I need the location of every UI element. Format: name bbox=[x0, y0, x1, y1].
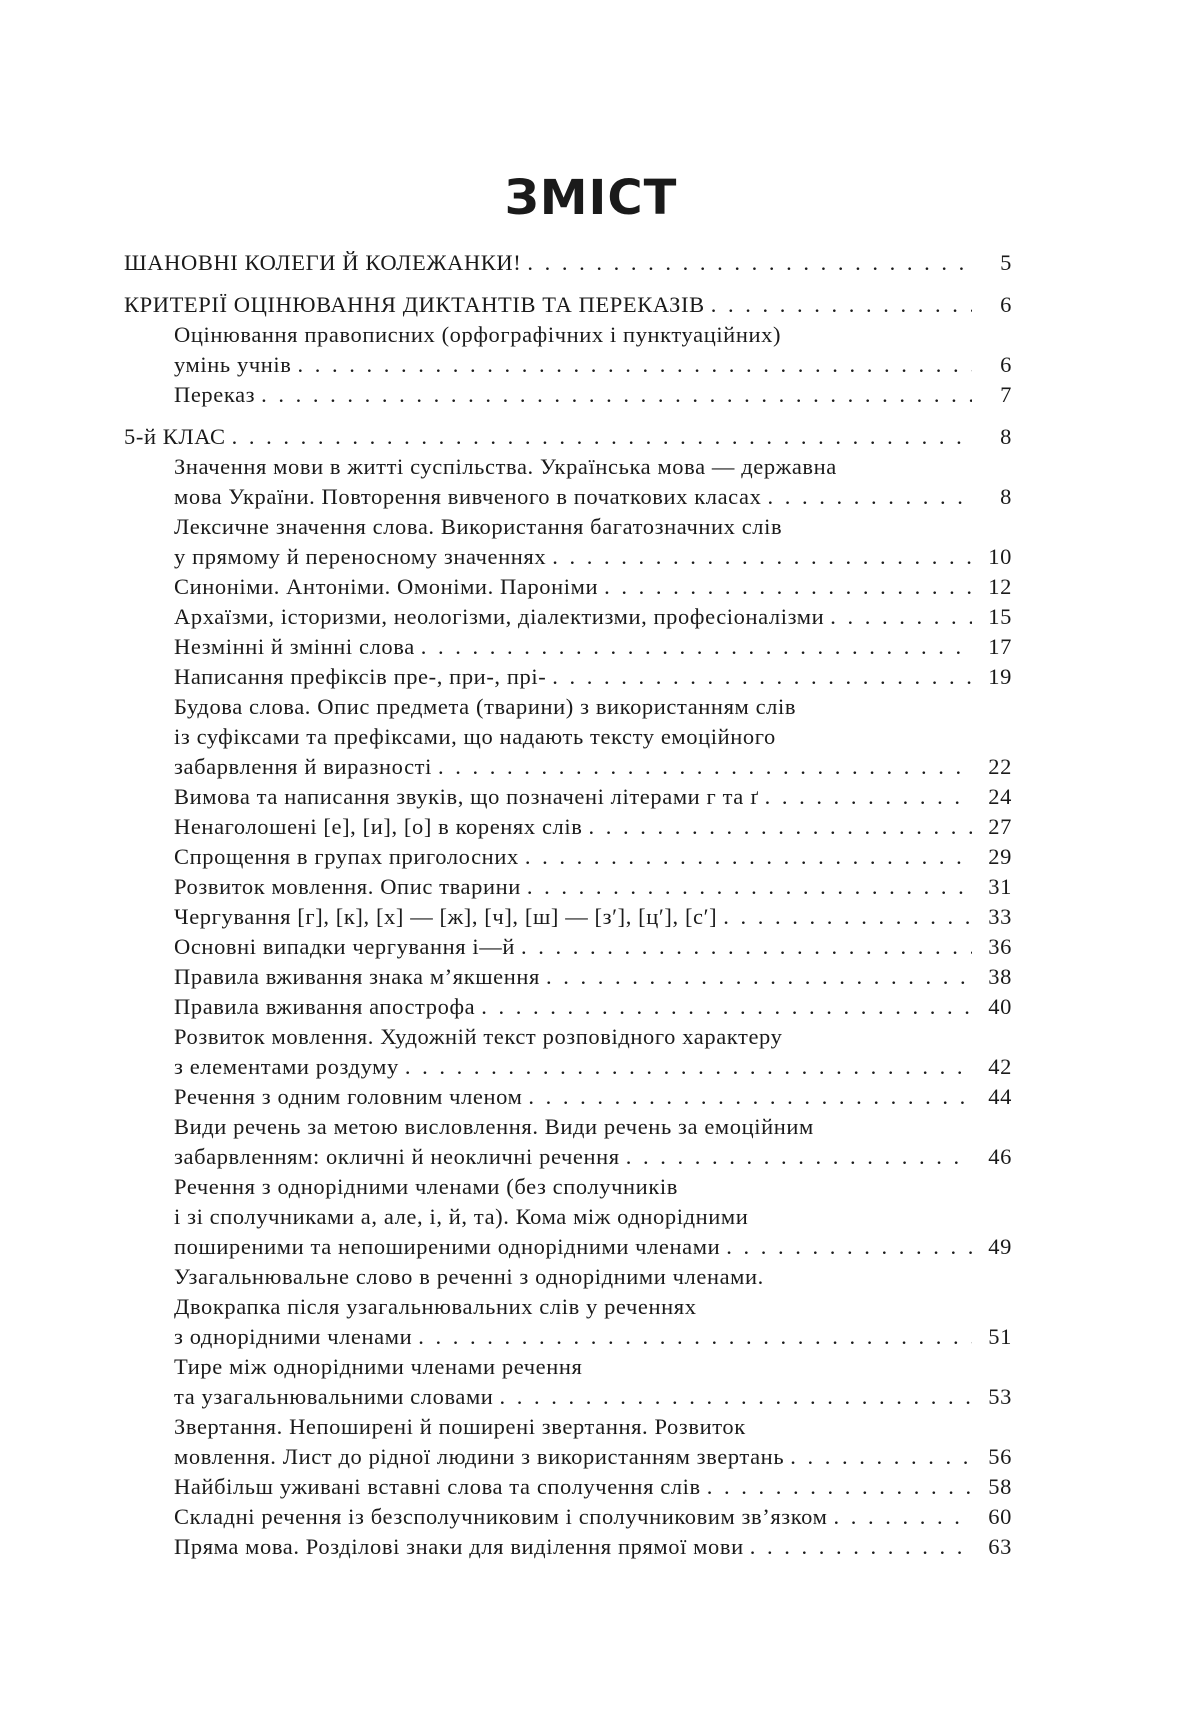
toc-entry-line: Звертання. Непоширені й поширені звертання. Розвиток bbox=[174, 1414, 746, 1439]
dot-leader bbox=[405, 1052, 972, 1082]
page-number: 44 bbox=[988, 1084, 1012, 1109]
toc-section-entry bbox=[124, 248, 1012, 278]
toc-entry bbox=[124, 842, 1012, 872]
dot-leader bbox=[726, 1232, 972, 1262]
dot-leader bbox=[527, 248, 972, 278]
toc-entry-title: Архаїзми, історизми, неологізми, діалектизми, професіоналізми bbox=[174, 604, 825, 629]
toc-section-entry bbox=[124, 422, 1012, 452]
toc-entry-title: Ненаголошені [е], [и], [о] в коренях слів bbox=[174, 814, 583, 839]
toc-entry bbox=[124, 380, 1012, 410]
toc-entry-title: та узагальнювальними словами bbox=[174, 1384, 494, 1409]
page-number: 63 bbox=[988, 1534, 1012, 1559]
toc-entry bbox=[124, 1412, 1012, 1472]
dot-leader bbox=[527, 872, 972, 902]
toc-entry bbox=[124, 1262, 1012, 1352]
page-number: 24 bbox=[988, 784, 1012, 809]
dot-leader bbox=[418, 1322, 972, 1352]
toc-entry-line: Лексичне значення слова. Використання багатозначних слів bbox=[174, 514, 783, 539]
toc-entry-title: мова України. Повторення вивченого в початкових класах bbox=[174, 484, 762, 509]
page-number: 51 bbox=[988, 1324, 1012, 1349]
toc-entry bbox=[124, 452, 1012, 512]
toc-entry bbox=[124, 1502, 1012, 1532]
toc-entry-title: забарвленням: окличні й неокличні речення bbox=[174, 1144, 620, 1169]
page-number: 31 bbox=[988, 874, 1012, 899]
toc-entry bbox=[124, 662, 1012, 692]
toc-entry-title: Переказ bbox=[174, 382, 256, 407]
page-title: ЗМІСТ bbox=[504, 170, 678, 226]
toc-entry-title: у прямому й переносному значеннях bbox=[174, 544, 547, 569]
dot-leader bbox=[833, 1502, 972, 1532]
dot-leader bbox=[765, 782, 972, 812]
dot-leader bbox=[232, 422, 972, 452]
toc-entry-title: Вимова та написання звуків, що позначені літерами г та ґ bbox=[174, 784, 759, 809]
toc-entry-title: Написання префіксів пре-, при-, прі- bbox=[174, 664, 547, 689]
dot-leader bbox=[723, 902, 972, 932]
dot-leader bbox=[438, 752, 972, 782]
section-spacer bbox=[124, 278, 1012, 290]
toc-entry-line: Оцінювання правописних (орфографічних і пунктуаційних) bbox=[174, 322, 782, 347]
toc-entry bbox=[124, 1532, 1012, 1562]
toc-entry-line: із суфіксами та префіксами, що надають тексту емоційного bbox=[174, 724, 776, 749]
page-number: 58 bbox=[988, 1474, 1012, 1499]
page-number: 53 bbox=[988, 1384, 1012, 1409]
toc-entry-title: КРИТЕРІЇ ОЦІНЮВАННЯ ДИКТАНТІВ ТА ПЕРЕКАЗІВ bbox=[124, 292, 705, 317]
page-number: 19 bbox=[988, 664, 1012, 689]
page-number: 49 bbox=[988, 1234, 1012, 1259]
page-number: 8 bbox=[1000, 484, 1012, 509]
table-of-contents bbox=[124, 248, 1012, 1562]
toc-entry bbox=[124, 1352, 1012, 1412]
dot-leader bbox=[421, 632, 972, 662]
page-number: 36 bbox=[988, 934, 1012, 959]
toc-entry-line: Речення з однорідними членами (без сполучників bbox=[174, 1174, 678, 1199]
page-number: 15 bbox=[988, 604, 1012, 629]
toc-entry-line: Узагальнювальне слово в реченні з однорідними членами. bbox=[174, 1264, 764, 1289]
dot-leader bbox=[261, 380, 972, 410]
page-number: 5 bbox=[1000, 250, 1012, 275]
toc-entry-title: Чергування [г], [к], [х] — [ж], [ч], [ш] — [з′], [ц′], [с′] bbox=[174, 904, 718, 929]
toc-entry bbox=[124, 1022, 1012, 1082]
toc-entry bbox=[124, 962, 1012, 992]
page-number: 38 bbox=[988, 964, 1012, 989]
toc-entry-line: і зі сполучниками а, але, і, й, та). Кома між однорідними bbox=[174, 1204, 749, 1229]
page-number: 6 bbox=[1000, 292, 1012, 317]
toc-entry-title: Основні випадки чергування і—й bbox=[174, 934, 515, 959]
page-number: 42 bbox=[988, 1054, 1012, 1079]
toc-entry-title: ШАНОВНІ КОЛЕГИ Й КОЛЕЖАНКИ! bbox=[124, 250, 522, 275]
dot-leader bbox=[521, 932, 972, 962]
toc-entry-line: Значення мови в житті суспільства. Українська мова — державна bbox=[174, 454, 837, 479]
toc-entry bbox=[124, 632, 1012, 662]
page-number: 56 bbox=[988, 1444, 1012, 1469]
toc-entry-line: Розвиток мовлення. Художній текст розповідного характеру bbox=[174, 1024, 783, 1049]
toc-entry-title: мовлення. Лист до рідної людини з використанням звертань bbox=[174, 1444, 785, 1469]
toc-entry-line: Тире між однорідними членами речення bbox=[174, 1354, 583, 1379]
toc-entry-title: Розвиток мовлення. Опис тварини bbox=[174, 874, 521, 899]
page-number: 40 bbox=[988, 994, 1012, 1019]
dot-leader bbox=[499, 1382, 972, 1412]
toc-entry bbox=[124, 512, 1012, 572]
page-number: 60 bbox=[988, 1504, 1012, 1529]
toc-section-entry bbox=[124, 290, 1012, 320]
dot-leader bbox=[790, 1442, 972, 1472]
page-number: 17 bbox=[988, 634, 1012, 659]
toc-entry-title: Найбільш уживані вставні слова та сполучення слів bbox=[174, 1474, 701, 1499]
toc-entry-title: 5-й КЛАС bbox=[124, 424, 226, 449]
dot-leader bbox=[830, 602, 972, 632]
toc-entry bbox=[124, 1112, 1012, 1172]
dot-leader bbox=[626, 1142, 972, 1172]
toc-entry-title: Складні речення із безсполучниковим і сполучниковим зв’язком bbox=[174, 1504, 828, 1529]
page-number: 22 bbox=[988, 754, 1012, 779]
toc-entry-line: Будова слова. Опис предмета (тварини) з використанням слів bbox=[174, 694, 797, 719]
toc-entry-title: поширеними та непоширеними однорідними членами bbox=[174, 1234, 721, 1259]
toc-entry bbox=[124, 1082, 1012, 1112]
toc-entry bbox=[124, 992, 1012, 1022]
toc-entry-title: Спрощення в групах приголосних bbox=[174, 844, 519, 869]
page-number: 8 bbox=[1000, 424, 1012, 449]
dot-leader bbox=[707, 1472, 972, 1502]
dot-leader bbox=[711, 290, 972, 320]
page-number: 27 bbox=[988, 814, 1012, 839]
toc-entry-title: Правила вживання знака м’якшення bbox=[174, 964, 540, 989]
toc-entry-line: Двокрапка після узагальнювальних слів у реченнях bbox=[174, 1294, 697, 1319]
dot-leader bbox=[588, 812, 972, 842]
toc-entry bbox=[124, 692, 1012, 782]
page-number: 6 bbox=[1000, 352, 1012, 377]
toc-entry bbox=[124, 872, 1012, 902]
toc-entry bbox=[124, 812, 1012, 842]
toc-entry bbox=[124, 602, 1012, 632]
dot-leader bbox=[481, 992, 972, 1022]
dot-leader bbox=[750, 1532, 972, 1562]
page-number: 29 bbox=[988, 844, 1012, 869]
page-number: 10 bbox=[988, 544, 1012, 569]
dot-leader bbox=[546, 962, 972, 992]
section-spacer bbox=[124, 410, 1012, 422]
toc-entry-title: Незмінні й змінні слова bbox=[174, 634, 415, 659]
toc-entry-title: Пряма мова. Розділові знаки для виділення прямої мови bbox=[174, 1534, 744, 1559]
toc-entry bbox=[124, 782, 1012, 812]
dot-leader bbox=[528, 1082, 972, 1112]
toc-entry bbox=[124, 320, 1012, 380]
toc-entry bbox=[124, 932, 1012, 962]
page-number: 12 bbox=[988, 574, 1012, 599]
toc-entry-title: Синоніми. Антоніми. Омоніми. Пароніми bbox=[174, 574, 599, 599]
page-number: 33 bbox=[988, 904, 1012, 929]
toc-entry-title: умінь учнів bbox=[174, 352, 292, 377]
dot-leader bbox=[767, 482, 972, 512]
toc-entry-title: Речення з одним головним членом bbox=[174, 1084, 523, 1109]
toc-entry bbox=[124, 1472, 1012, 1502]
toc-entry bbox=[124, 572, 1012, 602]
dot-leader bbox=[525, 842, 972, 872]
dot-leader bbox=[297, 350, 972, 380]
toc-entry-line: Види речень за метою висловлення. Види речень за емоційним bbox=[174, 1114, 814, 1139]
dot-leader bbox=[552, 662, 972, 692]
toc-entry bbox=[124, 902, 1012, 932]
toc-entry bbox=[124, 1172, 1012, 1262]
dot-leader bbox=[552, 542, 972, 572]
toc-entry-title: з однорідними членами bbox=[174, 1324, 413, 1349]
dot-leader bbox=[604, 572, 972, 602]
page-number: 7 bbox=[1000, 382, 1012, 407]
toc-entry-title: забарвлення й виразності bbox=[174, 754, 432, 779]
page-number: 46 bbox=[988, 1144, 1012, 1169]
toc-entry-title: Правила вживання апострофа bbox=[174, 994, 476, 1019]
toc-entry-title: з елементами роздуму bbox=[174, 1054, 399, 1079]
